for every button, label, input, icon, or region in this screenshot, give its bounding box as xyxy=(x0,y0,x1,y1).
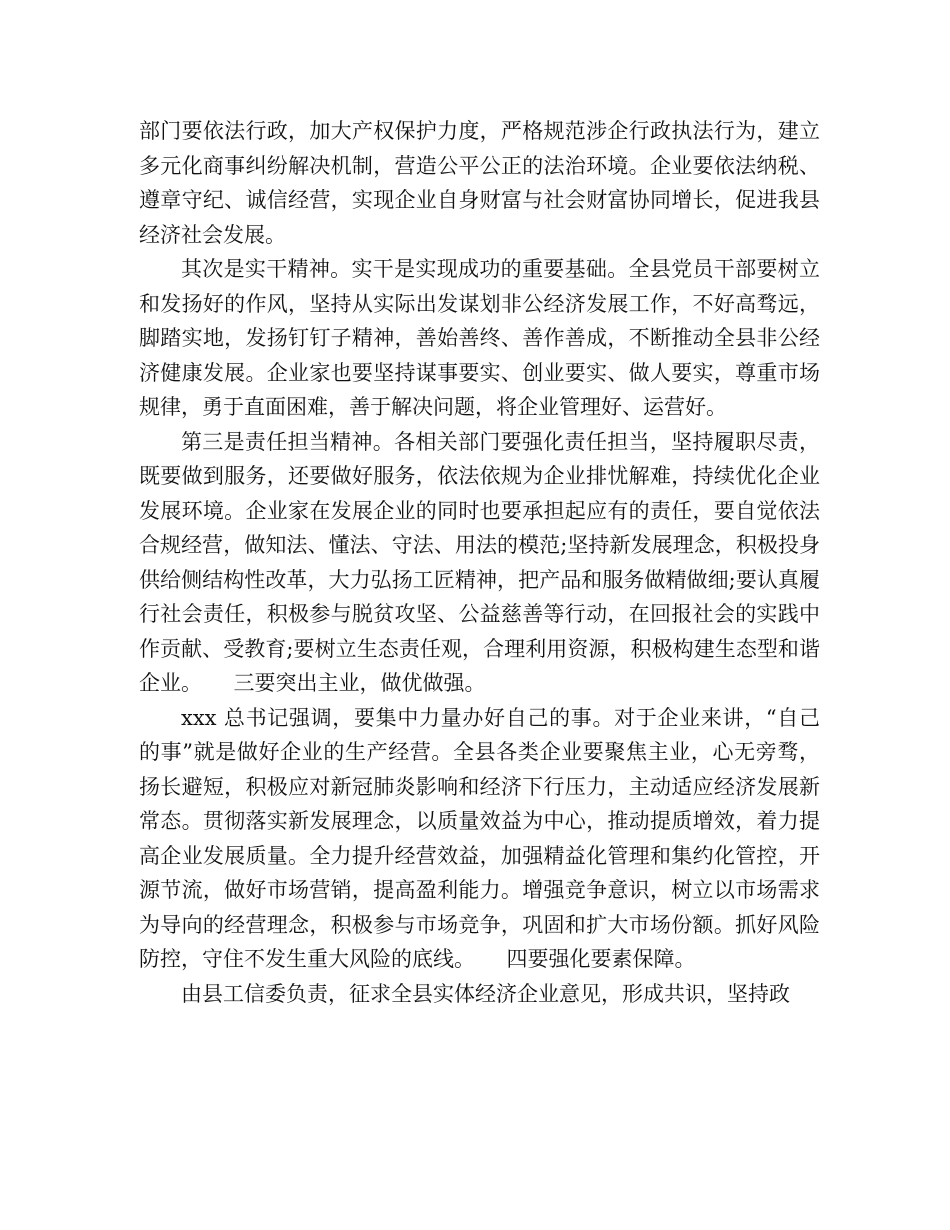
paragraph-practical-spirit: 其次是实干精神。实干是实现成功的重要基础。全县党员干部要树立和发扬好的作风，坚持从实际出发谋划非公经济发展工作，不好高骛远，脚踏实地，发扬钉钉子精神，善始善终、善作善成，不断推动全县非公经济健康发展。企业家也要坚持谋事要实、创业要实、做人要实，尊重市场规律，勇于直面困难，善于解决问题，将企业管理好、运营好。 xyxy=(139,257,820,419)
paragraph-responsibility-spirit: 第三是责任担当精神。各相关部门要强化责任担当，坚持履职尽责，既要做到服务，还要做好服务，依法依规为企业排忧解难，持续优化企业发展环境。企业家在发展企业的同时也要承担起应有的责任，要自觉依法合规经营，做知法、懂法、守法、用法的模范;坚持新发展理念，积极投身供给侧结构性改革，大力弘扬工匠精神，把产品和服务做精做细;要认真履行社会责任，积极参与脱贫攻坚、公益慈善等行动，在回报社会的实践中作贡献、受教育;要树立生态责任观，合理利用资源，积极构建生态型和谐企业。 三要突出主业，做优做强。 xyxy=(139,429,820,695)
paragraph-focus-main-business: xxx 总书记强调，要集中力量办好自己的事。对于企业来讲，“自己的事”就是做好企业的生产经营。全县各类企业要聚焦主业，心无旁骛，扬长避短，积极应对新冠肺炎影响和经济下行压力，主动适应经济发展新常态。贯彻落实新发展理念，以质量效益为中心，推动提质增效，着力提高企业发展质量。全力提升经营效益，加强精益化管理和集约化管控，开源节流，做好市场营销，提高盈利能力。增强竞争意识，树立以市场需求为导向的经营理念，积极参与市场竞争，巩固和扩大市场份额。抓好风险防控，守住不发生重大风险的底线。 四要强化要素保障。 xyxy=(139,705,820,971)
paragraph-factor-guarantee: 由县工信委负责，征求全县实体经济企业意见，形成共识，坚持政 xyxy=(181,981,790,1006)
paragraph-continuation: 部门要依法行政，加大产权保护力度，严格规范涉企行政执法行为，建立多元化商事纠纷解决机制，营造公平公正的法治环境。企业要依法纳税、遵章守纪、诚信经营，实现企业自身财富与社会财富协同增长，促进我县经济社会发展。 xyxy=(139,119,820,247)
